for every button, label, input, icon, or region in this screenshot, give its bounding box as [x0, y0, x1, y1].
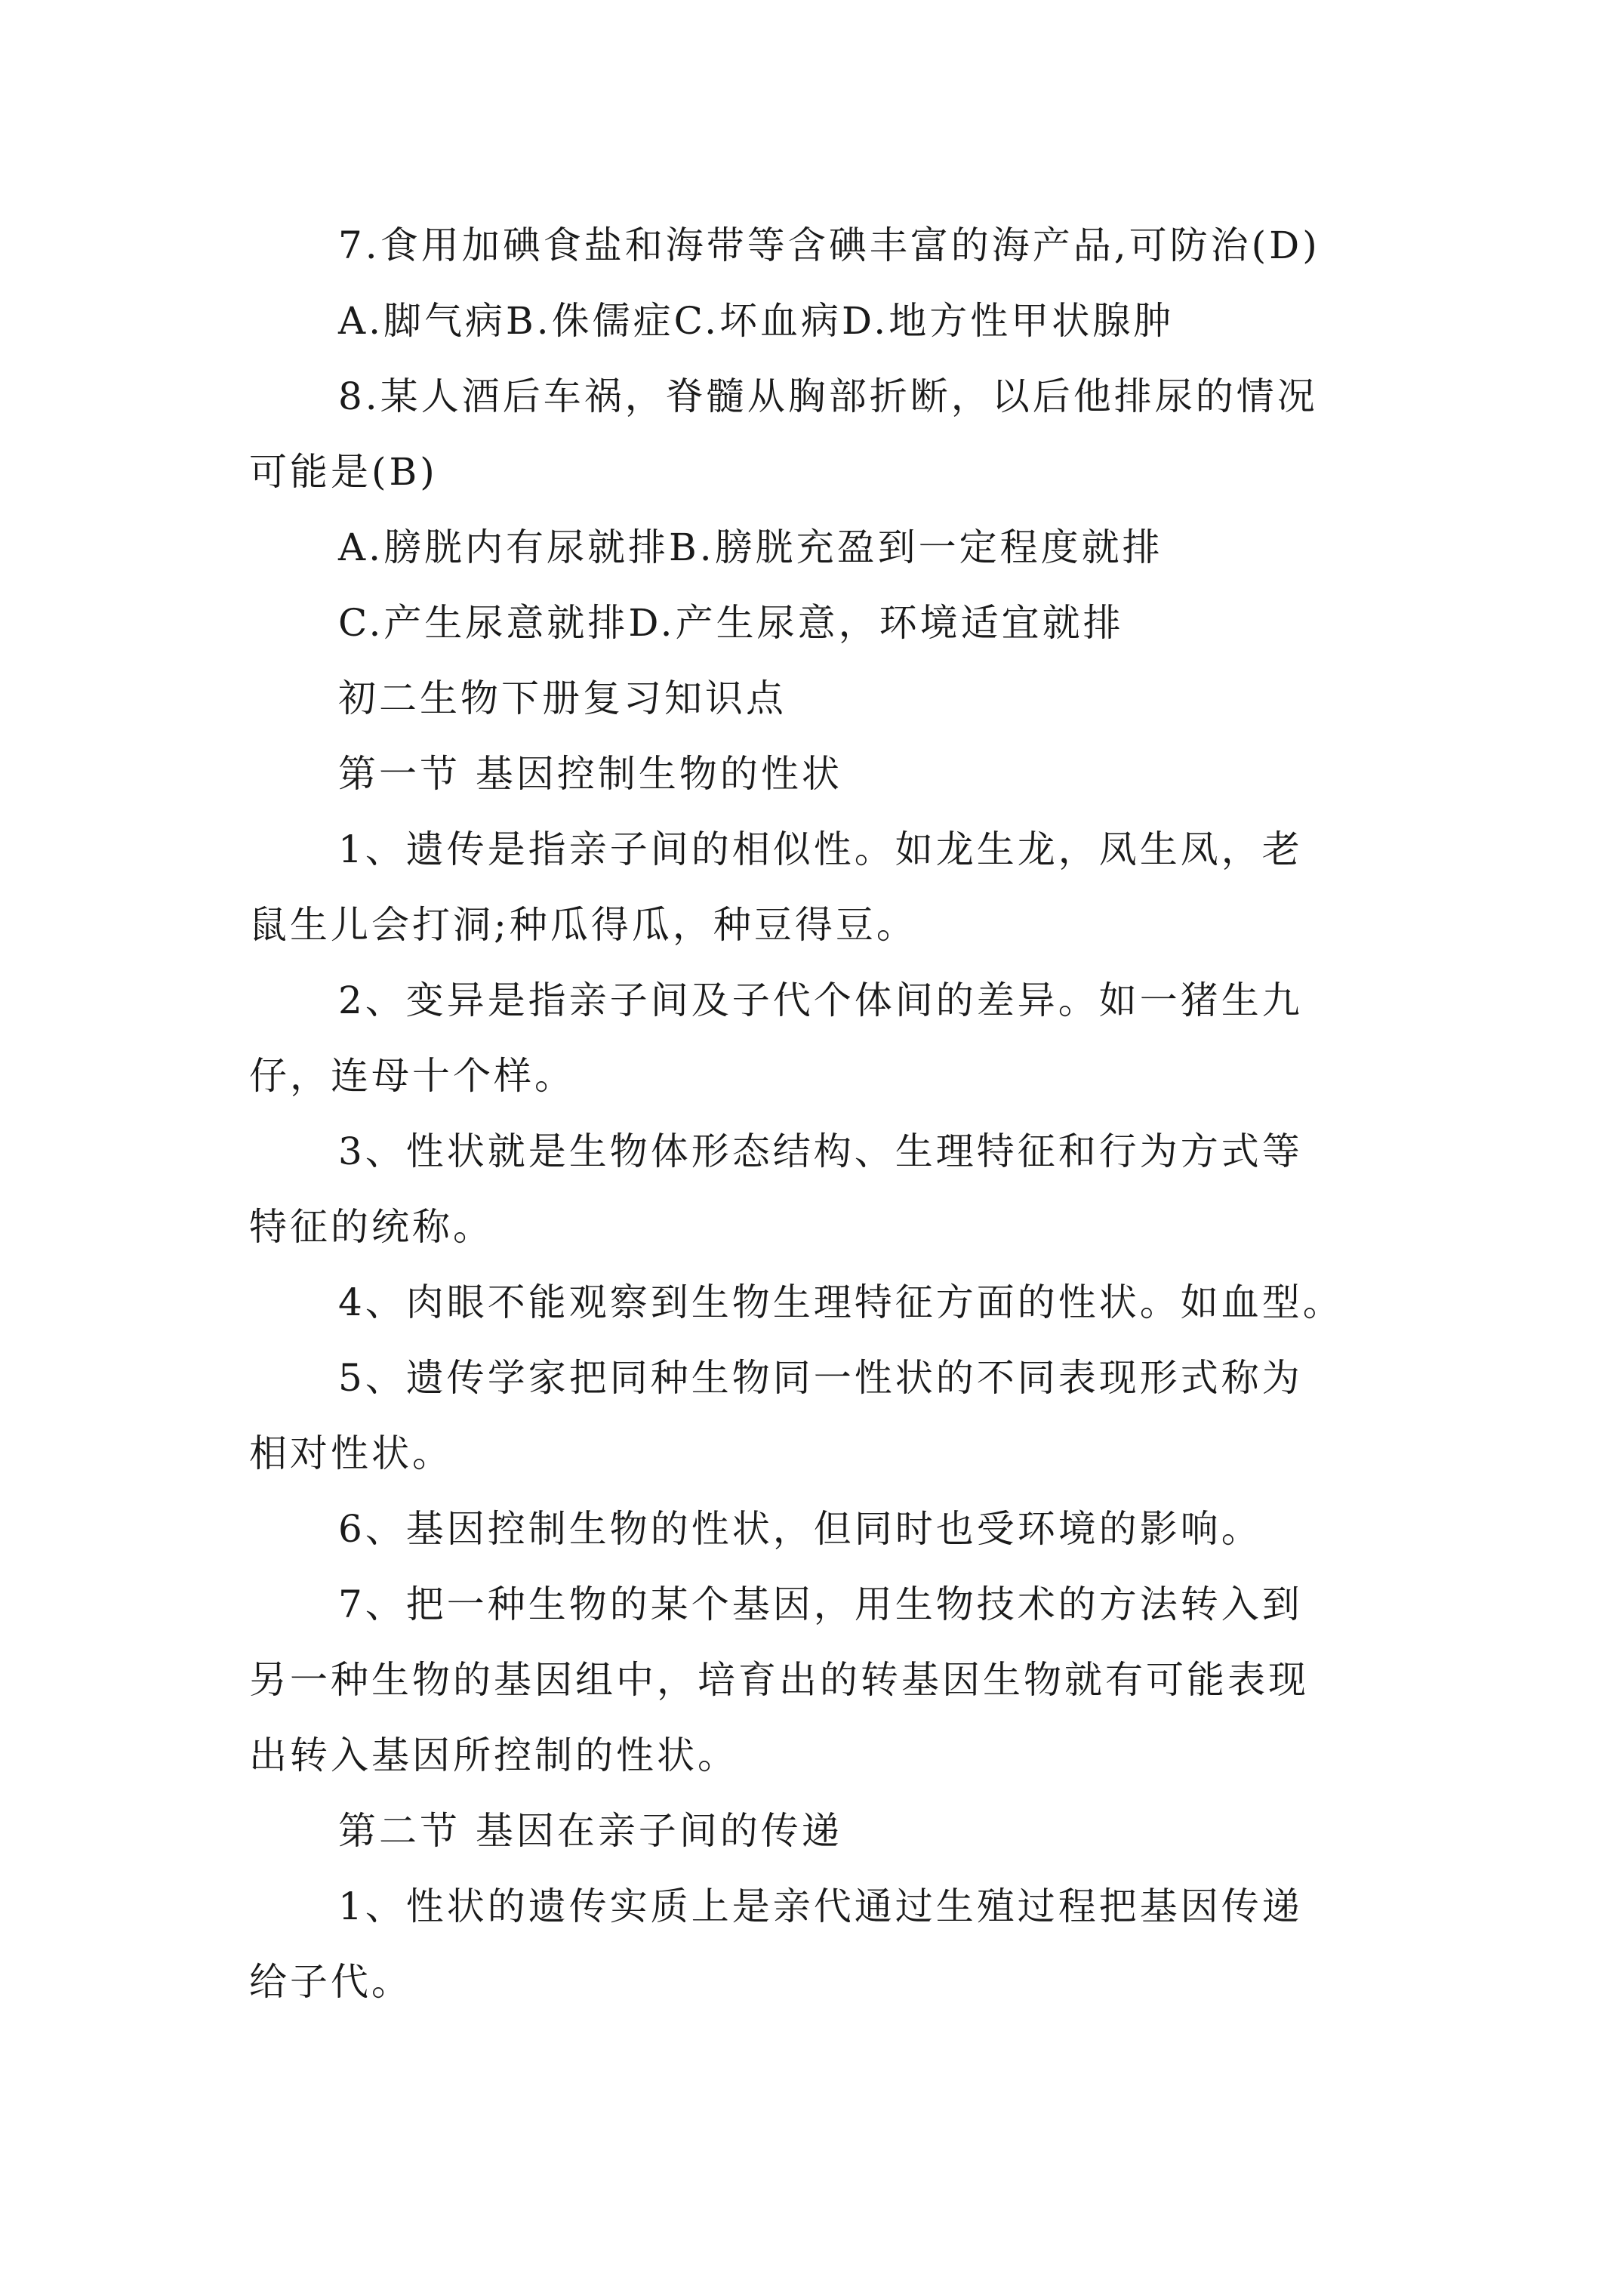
question-7: 7.食用加碘食盐和海带等含碘丰富的海产品,可防治(D) — [338, 223, 1320, 267]
question-8-options-ab: A.膀胱内有尿就排B.膀胱充盈到一定程度就排 — [338, 525, 1163, 569]
point-7-cont-1: 另一种生物的基因组中，培育出的转基因生物就有可能表现 — [249, 1658, 1309, 1702]
point-3: 3、性状就是生物体形态结构、生理特征和行为方式等 — [338, 1130, 1303, 1173]
chapter-2-point-1-cont: 给子代。 — [249, 1960, 412, 2004]
question-8-options-cd: C.产生尿意就排D.产生尿意，环境适宜就排 — [338, 601, 1124, 645]
point-5: 5、遗传学家把同种生物同一性状的不同表现形式称为 — [338, 1356, 1303, 1400]
point-7: 7、把一种生物的某个基因，用生物技术的方法转入到 — [338, 1583, 1303, 1626]
chapter-2-heading: 第二节 基因在亲子间的传递 — [338, 1809, 842, 1853]
chapter-2-point-1: 1、性状的遗传实质上是亲代通过生殖过程把基因传递 — [338, 1885, 1303, 1928]
point-2-cont: 仔，连母十个样。 — [249, 1054, 575, 1098]
chapter-1-heading: 第一节 基因控制生物的性状 — [338, 752, 842, 796]
section-title: 初二生物下册复习知识点 — [338, 676, 787, 720]
point-2: 2、变异是指亲子间及子代个体间的差异。如一猪生九 — [338, 978, 1303, 1022]
point-6: 6、基因控制生物的性状，但同时也受环境的影响。 — [338, 1507, 1262, 1551]
point-7-cont-2: 出转入基因所控制的性状。 — [249, 1734, 738, 1777]
question-8-cont: 可能是(B) — [249, 450, 438, 494]
point-1: 1、遗传是指亲子间的相似性。如龙生龙，凤生凤，老 — [338, 827, 1303, 871]
question-7-options: A.脚气病B.侏儒症C.坏血病D.地方性甲状腺肿 — [338, 299, 1175, 343]
point-5-cont: 相对性状。 — [249, 1432, 453, 1475]
point-4: 4、肉眼不能观察到生物生理特征方面的性状。如血型。 — [338, 1281, 1344, 1324]
point-1-cont: 鼠生儿会打洞;种瓜得瓜，种豆得豆。 — [249, 903, 917, 947]
point-3-cont: 特征的统称。 — [249, 1205, 494, 1249]
question-8: 8.某人酒后车祸，脊髓从胸部折断，以后他排尿的情况 — [338, 374, 1318, 418]
